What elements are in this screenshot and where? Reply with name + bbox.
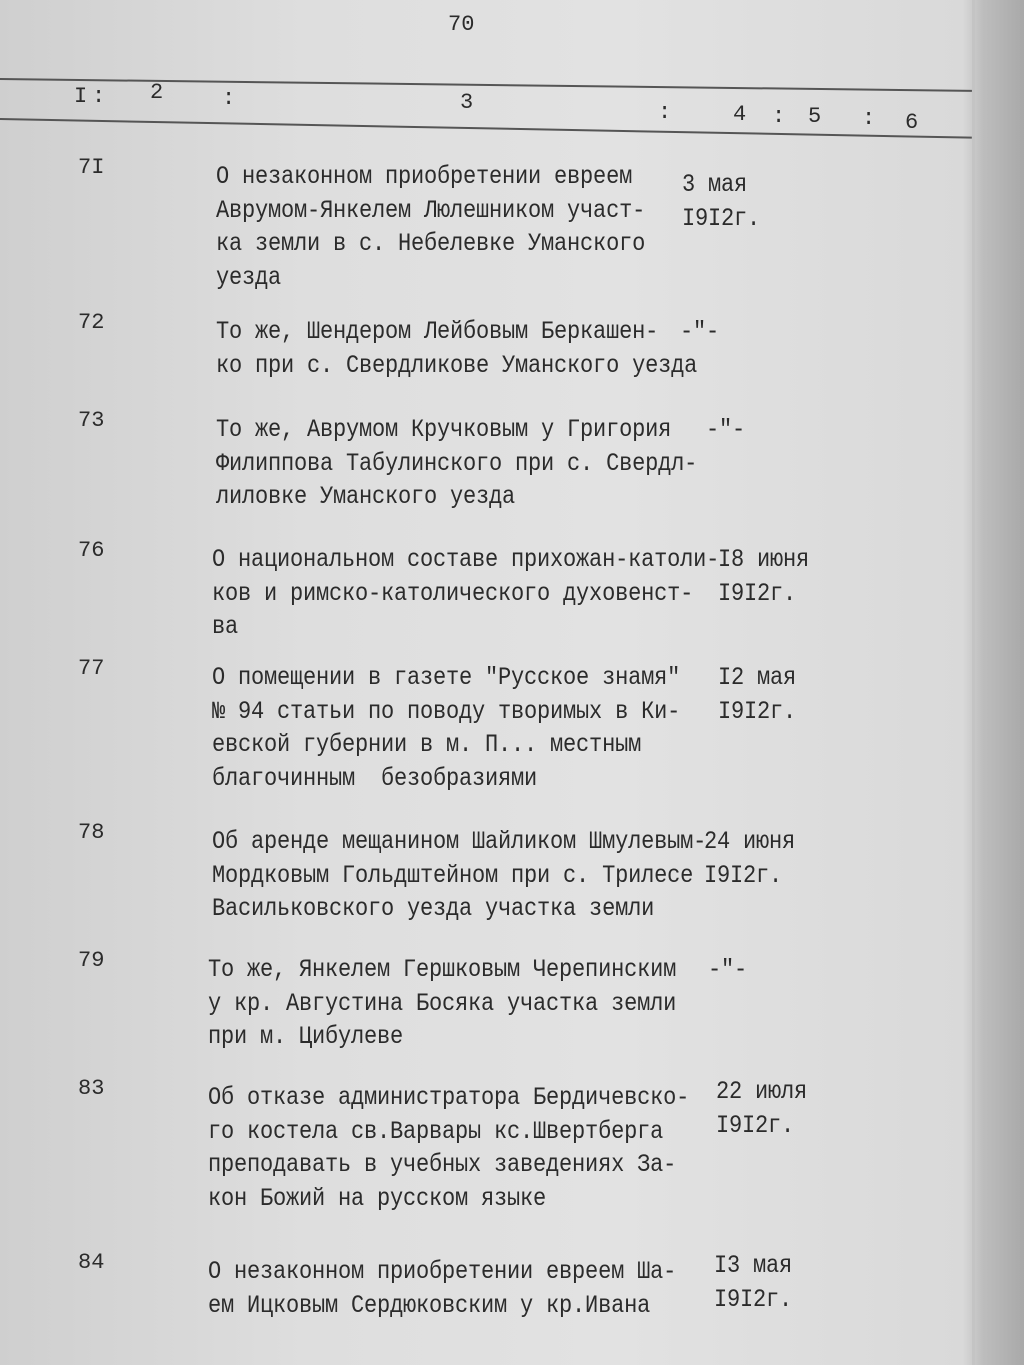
row-description-line: О незаконном приобретении евреем <box>216 163 633 191</box>
row-description-line: То же, Янкелем Гершковым Черепинским <box>208 956 677 984</box>
row-description-line: Об аренде мещанином Шайликом Шмулевым- <box>212 828 707 856</box>
page-edge <box>972 0 975 1365</box>
header-sep: : <box>862 106 876 131</box>
row-description-line: О незаконном приобретении евреем Ша- <box>208 1258 677 1286</box>
row-description-line: ков и римско-католического духовенст- <box>212 579 694 608</box>
row-number: 7I <box>78 155 105 180</box>
row-description-line: Филиппова Табулинского при с. Свердл- <box>216 449 698 478</box>
row-number: 84 <box>78 1250 105 1275</box>
row-description-line: ко при с. Свердликове Уманского уезда <box>216 351 698 380</box>
row-date-line: -"- <box>708 956 748 984</box>
row-date-line: -"- <box>680 318 720 346</box>
row-description-line: при м. Цибулеве <box>208 1023 404 1051</box>
row-description-line: ва <box>212 613 239 641</box>
row-number: 73 <box>78 408 105 433</box>
row-description-line: кон Божий на русском языке <box>208 1184 547 1213</box>
row-date-line: I2 мая <box>718 664 797 692</box>
row-number: 79 <box>78 948 105 973</box>
row-date-line: I9I2г. <box>714 1285 793 1314</box>
header-col-6: 6 <box>905 110 919 135</box>
header-sep: : <box>658 100 672 125</box>
header-sep: : <box>92 84 106 109</box>
page-number: 70 <box>448 12 475 37</box>
header-rule-bottom <box>0 118 972 139</box>
row-date-line: I9I2г. <box>718 697 797 726</box>
header-rule-top <box>0 78 972 92</box>
row-description-line: Об отказе администратора Бердичевско- <box>208 1084 690 1112</box>
header-col-2: 2 <box>150 80 164 105</box>
row-number: 78 <box>78 820 105 845</box>
row-description-line: ка земли в с. Небелевке Уманского <box>216 230 646 258</box>
row-description-line: евской губернии в м. П... местным <box>212 731 642 759</box>
header-col-3: 3 <box>460 90 474 115</box>
header-col-4: 4 <box>733 102 747 127</box>
row-description-line: благочинным безобразиями <box>212 764 538 793</box>
row-date-line: I9I2г. <box>704 861 783 890</box>
row-description-line: Васильковского уезда участка земли <box>212 895 655 923</box>
row-description-line: О помещении в газете "Русское знамя" <box>212 664 681 692</box>
row-description-line: уезда <box>216 263 282 292</box>
row-date-line: I8 июня <box>718 546 810 574</box>
row-date-line: I9I2г. <box>716 1111 795 1140</box>
row-description-line: Мордковым Гольдштейном при с. Трилесе <box>212 861 694 890</box>
row-date-line: -"- <box>706 416 746 444</box>
row-description-line: Аврумом-Янкелем Люлешником участ- <box>216 196 646 225</box>
row-description-line: преподавать в учебных заведениях За- <box>208 1151 677 1179</box>
row-date-line: I9I2г. <box>682 204 761 233</box>
row-date-line: 3 мая <box>682 171 748 199</box>
row-date-line: 22 июля <box>716 1078 808 1106</box>
header-sep: : <box>772 104 786 129</box>
header-col-1: I <box>74 84 88 109</box>
row-description-line: го костела св.Варвары кс.Швертберга <box>208 1117 664 1146</box>
row-description-line: лиловке Уманского уезда <box>216 483 516 511</box>
row-description-line: ем Ицковым Сердюковским у кр.Ивана <box>208 1291 651 1320</box>
row-description-line: То же, Шендером Лейбовым Беркашен- <box>216 318 659 346</box>
row-number: 76 <box>78 538 105 563</box>
row-date-line: I9I2г. <box>718 579 797 608</box>
row-date-line: I3 мая <box>714 1252 793 1280</box>
row-date-line: 24 июня <box>704 828 796 856</box>
header-sep: : <box>222 86 236 111</box>
row-description-line: у кр. Августина Босяка участка земли <box>208 989 677 1018</box>
row-description-line: О национальном составе прихожан-католи- <box>212 546 720 574</box>
row-number: 77 <box>78 656 105 681</box>
row-number: 72 <box>78 310 105 335</box>
header-col-5: 5 <box>808 104 822 129</box>
row-description-line: № 94 статьи по поводу творимых в Ки- <box>212 697 681 726</box>
row-description-line: То же, Аврумом Кручковым у Григория <box>216 416 672 444</box>
row-number: 83 <box>78 1076 105 1101</box>
